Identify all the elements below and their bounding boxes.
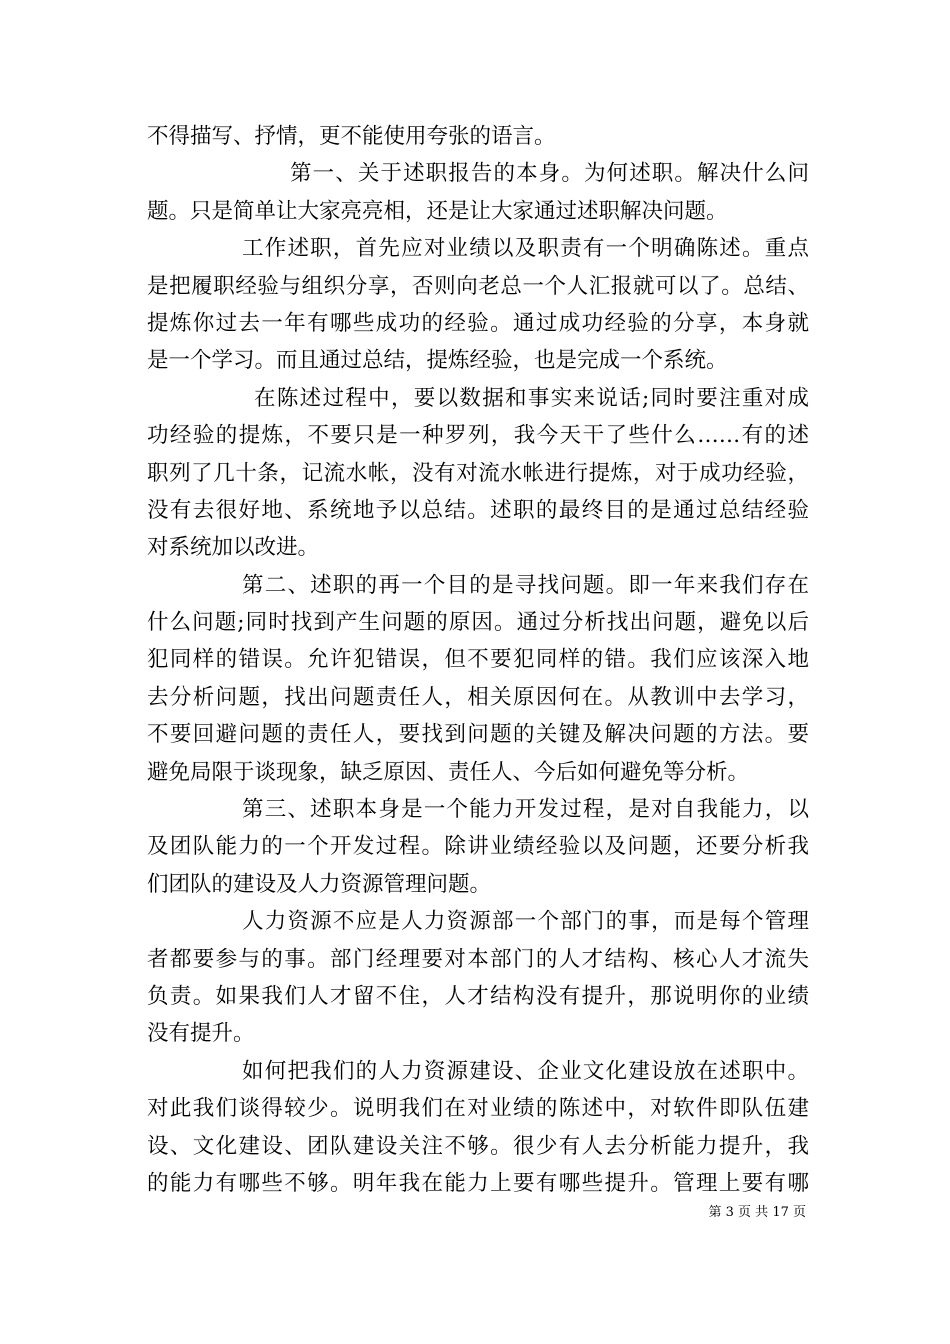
text-line: 对此我们谈得较少。说明我们在对业绩的陈述中，对软件即队伍建 <box>147 1096 809 1122</box>
paragraph <box>147 567 809 791</box>
paragraph <box>147 1053 809 1203</box>
text-line: 者都要参与的事。部门经理要对本部门的人才结构、核心人才流失 <box>147 946 809 972</box>
text-line: 的能力有哪些不够。明年我在能力上要有哪些提升。管理上要有哪 <box>147 1170 809 1196</box>
text-line: 设、文化建设、团队建设关注不够。很少有人去分析能力提升，我 <box>147 1133 809 1159</box>
document-body <box>147 118 809 1202</box>
text-line: 第三、述职本身是一个能力开发过程，是对自我能力，以 <box>242 797 809 823</box>
paragraph <box>147 155 809 230</box>
text-line: 们团队的建设及人力资源管理问题。 <box>147 871 492 897</box>
text-line: 去分析问题，找出问题责任人，相关原因何在。从教训中去学习， <box>147 684 809 710</box>
text-line: 人力资源不应是人力资源部一个部门的事，而是每个管理 <box>242 909 809 935</box>
text-line: 提炼你过去一年有哪些成功的经验。通过成功经验的分享，本身就 <box>147 310 809 336</box>
paragraph <box>147 791 809 903</box>
text-line: 负责。如果我们人才留不住，人才结构没有提升，那说明你的业绩 <box>147 983 809 1009</box>
text-line: 功经验的提炼，不要只是一种罗列，我今天干了些什么……有的述 <box>147 423 809 449</box>
text-line: 不得描写、抒情，更不能使用夸张的语言。 <box>147 124 556 149</box>
text-line: 对系统加以改进。 <box>147 535 320 561</box>
text-line: 是一个学习。而且通过总结，提炼经验，也是完成一个系统。 <box>147 348 728 374</box>
paragraph <box>147 380 809 567</box>
text-line: 第一、关于述职报告的本身。为何述职。解决什么问 <box>290 161 809 187</box>
page-footer: 第 3 页 共 17 页 <box>708 1205 806 1220</box>
text-line: 职列了几十条，记流水帐，没有对流水帐进行提炼，对于成功经验， <box>147 460 809 486</box>
text-line: 题。只是简单让大家亮亮相，还是让大家通过述职解决问题。 <box>147 198 728 224</box>
paragraph <box>147 118 809 155</box>
text-line: 没有提升。 <box>147 1021 255 1047</box>
text-line: 没有去很好地、系统地予以总结。述职的最终目的是通过总结经验 <box>147 497 809 523</box>
text-line: 第二、述职的再一个目的是寻找问题。即一年来我们存在 <box>242 572 809 598</box>
paragraph <box>147 230 809 380</box>
text-line: 犯同样的错误。允许犯错误，但不要犯同样的错。我们应该深入地 <box>147 647 809 673</box>
text-line: 如何把我们的人力资源建设、企业文化建设放在述职中。 <box>242 1058 809 1084</box>
text-line: 不要回避问题的责任人，要找到问题的关键及解决问题的方法。要 <box>147 722 809 748</box>
text-line: 及团队能力的一个开发过程。除讲业绩经验以及问题，还要分析我 <box>147 834 809 860</box>
text-line: 在陈述过程中，要以数据和事实来说话;同时要注重对成 <box>254 385 809 411</box>
text-line: 工作述职，首先应对业绩以及职责有一个明确陈述。重点 <box>242 236 809 262</box>
text-line: 是把履职经验与组织分享，否则向老总一个人汇报就可以了。总结、 <box>147 273 809 299</box>
text-line: 什么问题;同时找到产生问题的原因。通过分析找出问题，避免以后 <box>147 610 809 636</box>
paragraph <box>147 903 809 1053</box>
text-line: 避免局限于谈现象，缺乏原因、责任人、今后如何避免等分析。 <box>147 759 750 785</box>
